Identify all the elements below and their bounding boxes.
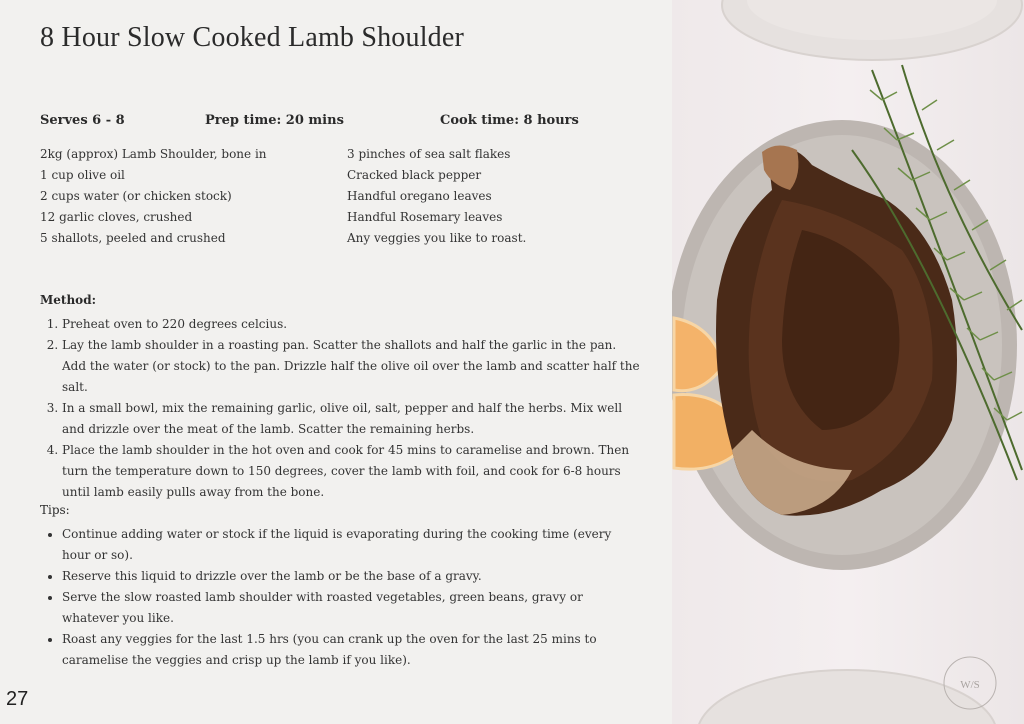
- ingredient-item: 12 garlic cloves, crushed: [40, 210, 193, 224]
- tip-item: • Reserve this liquid to drizzle over the lamb or be the base of a gravy.: [62, 566, 642, 587]
- method-step: 3. In a small bowl, mix the remaining garlic, olive oil, salt, pepper and half the herbs. Mix well and drizzle over the meat of the lamb. Scatter the remaining herbs.: [62, 398, 642, 440]
- ingredient-item: Handful oregano leaves: [347, 189, 492, 203]
- ingredient-item: Cracked black pepper: [347, 168, 482, 182]
- serves-label: Serves 6 - 8: [40, 113, 125, 128]
- recipe-title: 8 Hour Slow Cooked Lamb Shoulder: [40, 22, 465, 53]
- method-steps: [40, 314, 642, 503]
- lamb-photo: [672, 0, 1024, 724]
- tips-list: [40, 524, 642, 671]
- bottom-plate: [697, 670, 997, 724]
- brand-logo-text: W/S: [960, 679, 980, 691]
- ingredient-item: 1 cup olive oil: [40, 168, 125, 182]
- ingredient-item: Handful Rosemary leaves: [347, 210, 503, 224]
- method-step: 2. Lay the lamb shoulder in a roasting pan. Scatter the shallots and half the garlic in the pan. Add the water (or stock) to the pan. Drizzle half the olive oil over the lamb and scatter half the salt.: [62, 335, 642, 398]
- method-step: 1. Preheat oven to 220 degrees celcius.: [62, 314, 642, 335]
- ingredients-list-right: [347, 144, 526, 249]
- ingredient-item: Any veggies you like to roast.: [347, 231, 527, 245]
- tip-item: • Serve the slow roasted lamb shoulder with roasted vegetables, green beans, gravy or whatever you like.: [62, 587, 642, 629]
- cook-time-label: Cook time: 8 hours: [440, 113, 579, 128]
- tip-item: • Continue adding water or stock if the liquid is evaporating during the cooking time (every hour or so).: [62, 524, 642, 566]
- ingredient-item: 3 pinches of sea salt flakes: [347, 147, 511, 161]
- method-step: 4. Place the lamb shoulder in the hot oven and cook for 45 mins to caramelise and brown. Then turn the temperature down to 150 degrees, cover the lamb with foil, and cook for 6-8 hours until lamb easily pulls away from the bone.: [62, 440, 642, 503]
- prep-time-label: Prep time: 20 mins: [205, 113, 344, 128]
- ingredient-item: 2 cups water (or chicken stock): [40, 189, 232, 203]
- ingredient-item: 5 shallots, peeled and crushed: [40, 231, 226, 245]
- tip-item: • Roast any veggies for the last 1.5 hrs (you can crank up the oven for the last 25 mins to caramelise the veggies and crisp up the lamb if you like).: [62, 629, 642, 671]
- tips-heading: Tips:: [40, 503, 70, 517]
- method-heading: Method:: [40, 293, 97, 307]
- lamb-photo-illustration: [672, 0, 1024, 724]
- page-number: 27: [6, 688, 29, 710]
- ingredients-list-left: [40, 144, 267, 249]
- ingredient-item: 2kg (approx) Lamb Shoulder, bone in: [40, 147, 267, 161]
